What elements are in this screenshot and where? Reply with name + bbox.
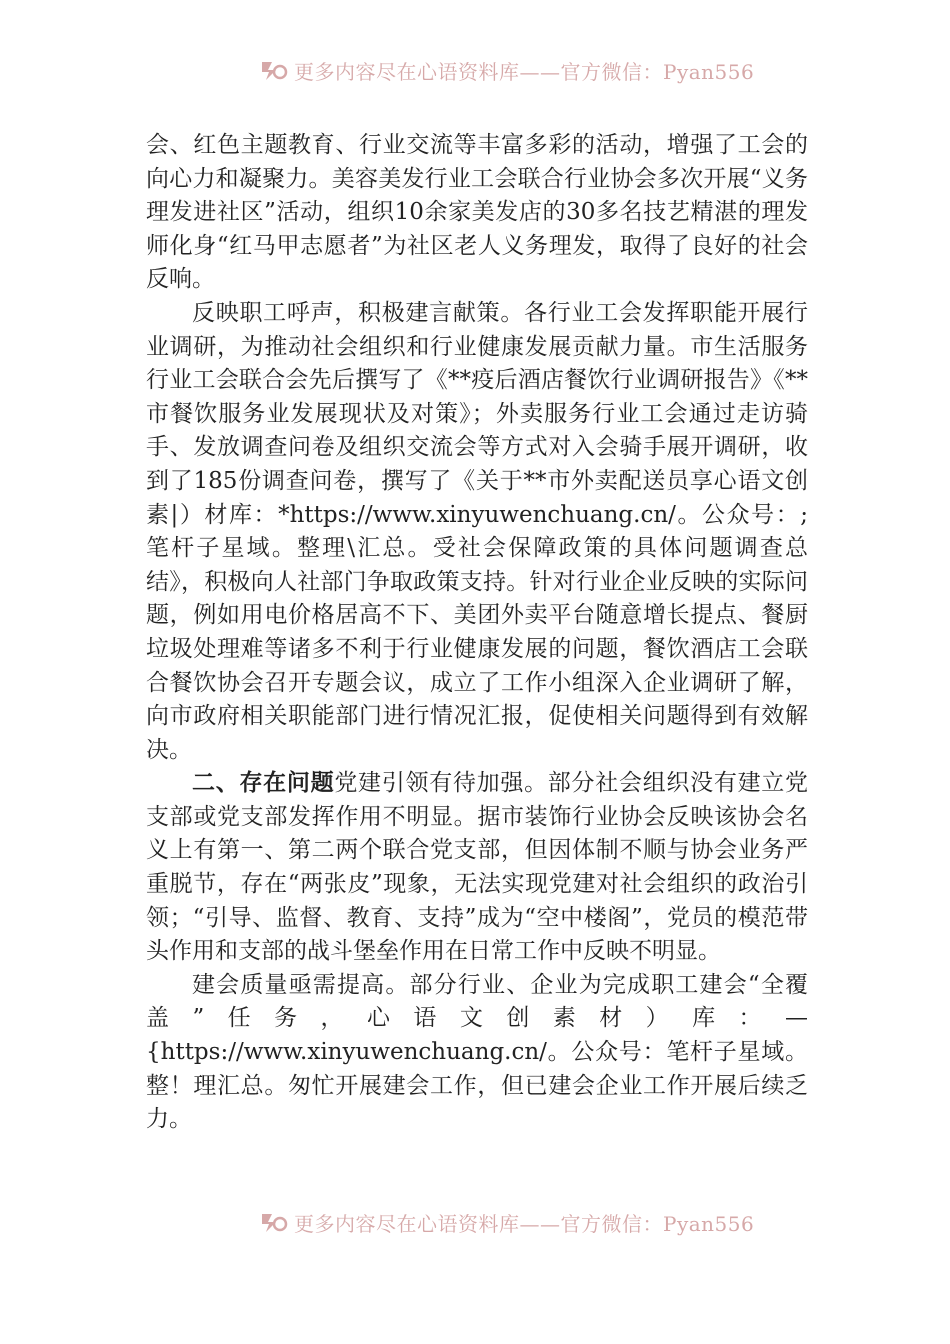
section-heading: 二、存在问题 bbox=[192, 770, 335, 797]
paragraph-2: 反映职工呼声，积极建言献策。各行业工会发挥职能开展行业调研，为推动社会组织和行业健康发展贡献力量。市生活服务行业工会联合会先后撰写了《**疫后酒店餐饮行业调研报告》《**市餐饮服务业发展现状及对策》；外卖服务行业工会通过走访骑手、发放调查问卷及组织交流会等方式对入会骑手展开调研，收到了185份调查问卷，撰写了《关于**市外卖配送员享心语文创素|）材库：*https://www.xinyuwenchuang.cn/。公众号：;笔杆子星域。整理\汇总。受社会保障政策的具体问题调查总结》，积极向人社部门争取政策支持。针对行业企业反映的实际问题，例如用电价格居高不下、美团外卖平台随意增长提点、餐厨垃圾处理难等诸多不利于行业健康发展的问题，餐饮酒店工会联合餐饮协会召开专题会议，成立了工作小组深入企业调研了解，向市政府相关职能部门进行情况汇报，促使相关问题得到有效解决。 bbox=[146, 299, 808, 763]
banner-text-bottom: 更多内容尽在心语资料库——官方微信：Pyan556 bbox=[294, 1211, 755, 1236]
logo-icon bbox=[258, 58, 288, 82]
paragraph-1: 会、红色主题教育、行业交流等丰富多彩的活动，增强了工会的向心力和凝聚力。美容美发行业工会联合行业协会多次开展“义务理发进社区”活动，组织10余家美发店的30多名技艺精湛的理发师化身“红马甲志愿者”为社区老人义务理发，取得了良好的社会反响。 bbox=[146, 132, 808, 293]
document-body bbox=[146, 129, 808, 1137]
paragraph-3-body: 党建引领有待加强。部分社会组织没有建立党支部或党支部发挥作用不明显。据市装饰行业协会反映该协会名义上有第一、第二两个联合党支部，但因体制不顺与协会业务严重脱节，存在“两张皮”现象，无法实现党建对社会组织的政治引领；“引导、监督、教育、支持”成为“空中楼阁”，党员的模范带头作用和支部的战斗堡垒作用在日常工作中反映不明显。 bbox=[146, 770, 809, 965]
watermark-banner-top bbox=[258, 55, 778, 85]
watermark-banner-bottom bbox=[258, 1207, 778, 1237]
banner-text-top: 更多内容尽在心语资料库——官方微信：Pyan556 bbox=[294, 59, 755, 84]
paragraph-3 bbox=[146, 767, 808, 969]
logo-icon bbox=[258, 1210, 288, 1234]
paragraph-4: 建会质量亟需提高。部分行业、企业为完成职工建会“全覆盖”任务，心语文创素材）库：—{https://www.xinyuwenchuang.cn/。公众号：笔杆子星域。整！理汇总。匆忙开展建会工作，但已建会企业工作开展后续乏力。 bbox=[146, 971, 808, 1133]
